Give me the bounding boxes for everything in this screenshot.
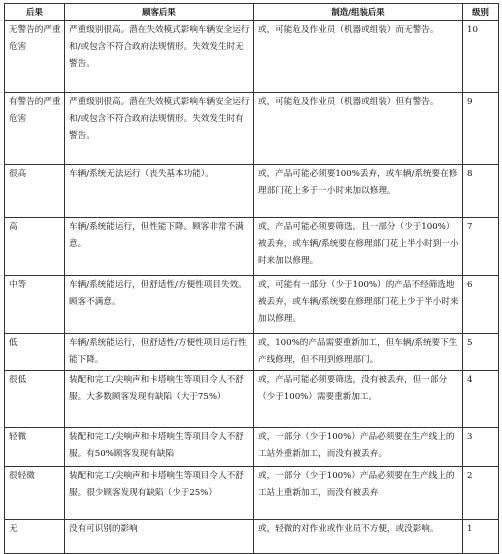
cell-customer-effect: 装配和完工/尖响声和卡塔响生等项目令人不舒服。大多数顾客发现有缺陷（大于75%） — [65, 371, 254, 428]
header-process-effect: 制造/组装后果 — [254, 4, 463, 21]
cell-process-effect: 或，一部分（少于100%）产品必须要在生产线上的工站外重新加工，而没有被丢弃。 — [254, 428, 463, 467]
table-row — [5, 165, 499, 218]
cell-rank: 9 — [463, 93, 499, 165]
cell-process-effect: 或，产品可能必须要100%丢弃，或车辆/系统要在修理部门花上多于一小时来加以修理。 — [254, 165, 463, 218]
cell-effect: 很高 — [5, 165, 65, 218]
header-effect: 后果 — [5, 4, 65, 21]
cell-rank: 2 — [463, 467, 499, 520]
cell-rank: 4 — [463, 371, 499, 428]
cell-rank: 6 — [463, 276, 499, 334]
table-row — [5, 428, 499, 467]
cell-customer-effect: 车辆/系统能运行，但舒适性/方便性项目失效。顾客不满意。 — [65, 276, 254, 334]
cell-process-effect: 或，100%的产品需要重新加工，但车辆/系统要下生产线修理，但不用到修理部门。 — [254, 334, 463, 371]
cell-effect: 低 — [5, 334, 65, 371]
cell-rank: 3 — [463, 428, 499, 467]
table-row — [5, 467, 499, 520]
header-customer-effect: 顾客后果 — [65, 4, 254, 21]
table-row — [5, 93, 499, 165]
cell-effect: 轻微 — [5, 428, 65, 467]
cell-rank: 8 — [463, 165, 499, 218]
cell-customer-effect: 没有可识别的影响 — [65, 520, 254, 554]
cell-rank: 7 — [463, 218, 499, 276]
cell-customer-effect: 车辆/系统能运行，但舒适性/方便性项目运行性能下降。 — [65, 334, 254, 371]
cell-effect: 无警告的严重危害 — [5, 21, 65, 93]
cell-rank: 1 — [463, 520, 499, 554]
cell-rank: 10 — [463, 21, 499, 93]
cell-customer-effect: 装配和完工/尖响声和卡塔响生等项目令人不舒服。有50%顾客发现有缺陷 — [65, 428, 254, 467]
cell-process-effect: 或，轻微的对作业或作业员不方便，或没影响。 — [254, 520, 463, 554]
table-row — [5, 218, 499, 276]
table-row — [5, 276, 499, 334]
cell-process-effect: 或，可能危及作业员（机器或组装）但有警告。 — [254, 93, 463, 165]
table-row — [5, 21, 499, 93]
cell-process-effect: 或，产品可能必须要筛选，没有被丢弃，但一部分（少于100%）需要重新加工。 — [254, 371, 463, 428]
cell-effect: 高 — [5, 218, 65, 276]
cell-customer-effect: 严重级别很高。潜在失效模式影响车辆安全运行和/或包含不符合政府法规情形。失效发生时有警告。 — [65, 93, 254, 165]
table-header-row — [5, 4, 499, 21]
cell-process-effect: 或，一部分（少于100%）产品必须要在生产线上的工站上重新加工，而没有被丢弃 — [254, 467, 463, 520]
cell-process-effect: 或，可能有一部分（少于100%）的产品不经筛选地被丢弃，或车辆/系统要在修理部门花上少于半小时来加以修理。 — [254, 276, 463, 334]
cell-effect: 有警告的严重危害 — [5, 93, 65, 165]
cell-effect: 无 — [5, 520, 65, 554]
cell-process-effect: 或，可能危及作业员（机器或组装）而无警告。 — [254, 21, 463, 93]
cell-effect: 很轻微 — [5, 467, 65, 520]
table-row — [5, 520, 499, 554]
cell-effect: 中等 — [5, 276, 65, 334]
cell-rank: 5 — [463, 334, 499, 371]
table-row — [5, 371, 499, 428]
severity-table — [4, 3, 499, 554]
cell-customer-effect: 车辆/系统无法运行（丧失基本功能）。 — [65, 165, 254, 218]
table-row — [5, 334, 499, 371]
header-rank: 级别 — [463, 4, 499, 21]
cell-customer-effect: 装配和完工/尖响声和卡塔响生等项目令人不舒服。很少顾客发现有缺陷（少于25%） — [65, 467, 254, 520]
cell-effect: 很低 — [5, 371, 65, 428]
cell-customer-effect: 严重级别很高。潜在失效模式影响车辆安全运行和/或包含不符合政府法规情形。失效发生时无警告。 — [65, 21, 254, 93]
cell-process-effect: 或，产品可能必须要筛选，且一部分（少于100%）被丢弃，或车辆/系统要在修理部门花上半小时到一小时来加以修理。 — [254, 218, 463, 276]
cell-customer-effect: 车辆/系统能运行，但性能下降。顾客非常不满意。 — [65, 218, 254, 276]
